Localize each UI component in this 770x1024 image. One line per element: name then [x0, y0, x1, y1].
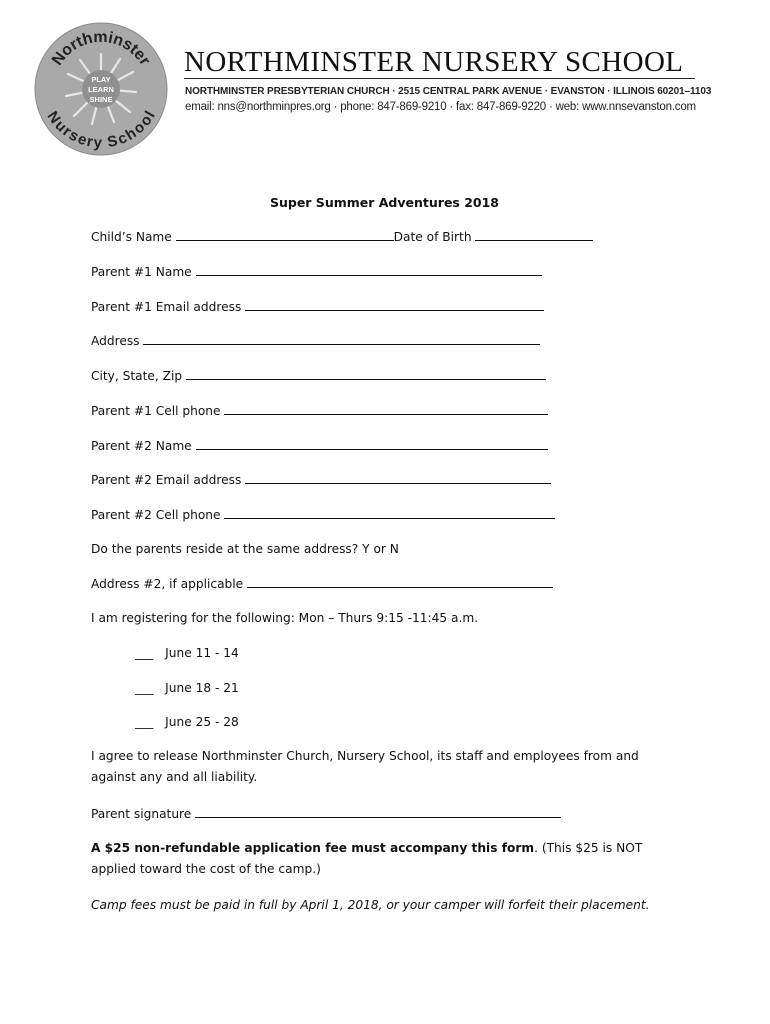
parent2-cell-row [91, 507, 555, 523]
parent1-email-row [91, 299, 544, 315]
child-name-input[interactable] [176, 229, 394, 241]
parent2-email-row [91, 472, 551, 488]
parent1-cell-label: Parent #1 Cell phone [91, 404, 221, 418]
address-label: Address [91, 334, 140, 348]
signature-input[interactable] [195, 806, 561, 818]
logo-tagline-learn: LEARN [88, 85, 114, 94]
session-checkbox-blank[interactable]: ___ [135, 681, 154, 695]
parent1-cell-input[interactable] [224, 403, 548, 415]
header-divider [184, 78, 695, 79]
session-checkbox-blank[interactable]: ___ [135, 715, 154, 729]
address2-input[interactable] [247, 576, 553, 588]
session-label: June 18 - 21 [165, 681, 239, 695]
parent2-cell-label: Parent #2 Cell phone [91, 508, 221, 522]
parent2-name-label: Parent #2 Name [91, 439, 192, 453]
parent2-email-input[interactable] [245, 472, 551, 484]
fee-notice-bold: A $25 non-refundable application fee must accompany this form [91, 841, 535, 855]
parent2-email-label: Parent #2 Email address [91, 473, 242, 487]
child-name-label: Child’s Name [91, 230, 172, 244]
school-name: NORTHMINSTER NURSERY SCHOOL [184, 46, 684, 78]
address-row [91, 333, 540, 349]
parent1-name-row [91, 264, 542, 280]
session-row [135, 646, 239, 661]
city-state-zip-label: City, State, Zip [91, 369, 183, 383]
session-label: June 11 - 14 [165, 646, 239, 660]
release-text: I agree to release Northminster Church, Nursery School, its staff and employees from and against any and all liability. [91, 749, 639, 784]
logo-tagline-play: PLAY [91, 75, 111, 84]
logo-bottom-arc-text: Nursery School [43, 108, 159, 152]
parent1-name-label: Parent #1 Name [91, 265, 192, 279]
same-address-question: Do the parents reside at the same address? Y or N [91, 542, 399, 556]
parent1-email-input[interactable] [245, 299, 544, 311]
registering-text: I am registering for the following: Mon – Thurs 9:15 -11:45 a.m. [91, 611, 479, 625]
parent1-cell-row [91, 403, 548, 419]
session-row [135, 715, 239, 730]
school-logo [34, 22, 168, 156]
address-line: NORTHMINSTER PRESBYTERIAN CHURCH · 2515 CENTRAL PARK AVENUE · EVANSTON · ILLINOIS 60201–1103 [185, 86, 712, 97]
parent1-name-input[interactable] [196, 264, 542, 276]
contact-line: email: nns@northminpres.org · phone: 847-869-9210 · fax: 847-869-9220 · web: www.nnsevanston.com [185, 101, 696, 113]
session-checkbox-blank[interactable]: ___ [135, 646, 154, 660]
child-name-row [91, 229, 593, 245]
session-row [135, 681, 239, 696]
address2-row [91, 576, 553, 592]
address2-label: Address #2, if applicable [91, 577, 244, 591]
signature-label: Parent signature [91, 807, 192, 821]
parent1-email-label: Parent #1 Email address [91, 300, 242, 314]
parent2-name-row [91, 438, 548, 454]
parent2-cell-input[interactable] [224, 507, 555, 519]
city-state-zip-input[interactable] [186, 368, 546, 380]
deadline-note: Camp fees must be paid in full by April 1, 2018, or your camper will forfeit their placement. [91, 898, 650, 912]
date-of-birth-label: Date of Birth [393, 230, 472, 244]
logo-top-arc-text: Northminster [48, 28, 154, 69]
date-of-birth-input[interactable] [475, 229, 593, 241]
city-state-zip-row [91, 368, 546, 384]
form-title: Super Summer Adventures 2018 [269, 195, 500, 210]
address-input[interactable] [143, 333, 540, 345]
parent2-name-input[interactable] [196, 438, 548, 450]
signature-row [91, 806, 561, 822]
logo-tagline-shine: SHINE [89, 95, 113, 104]
fee-notice [91, 838, 661, 880]
fee-notice-rest: . (This $25 is NOT applied toward the cost of the camp.) [91, 841, 643, 876]
session-label: June 25 - 28 [165, 715, 239, 729]
